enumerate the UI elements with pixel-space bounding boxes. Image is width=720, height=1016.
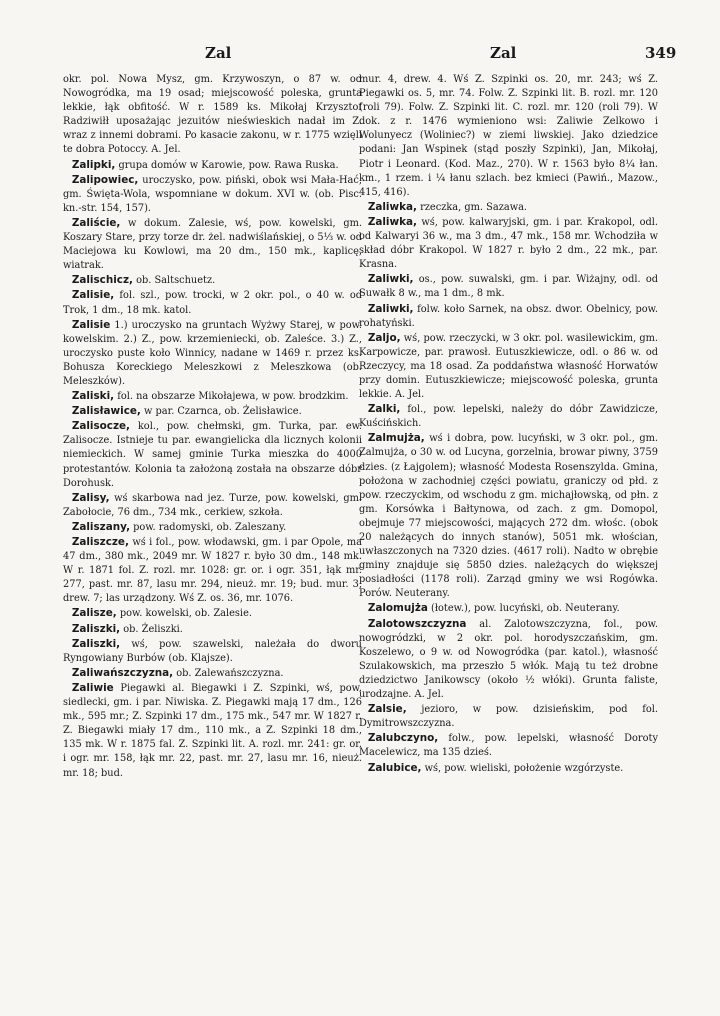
entry-headword: Zaliwki, [367, 273, 414, 286]
dictionary-entry [359, 431, 658, 601]
entry-text: grupa domów w Karowie, pow. Rawa Ruska. [115, 159, 339, 171]
entry-text: wś i fol., pow. włodawski, gm. i par Opole, ma 47 dm., 380 mk., 2049 mr. W 1827 r. było 30 dm., 148 mk. W r. 1871 fol. Z. rozl. mr. 1028: gr. or. i ogr. 351, łąk mr. 277, past. mr. 87, lasu mr. 294, nieuż. mr. 19; bud. mur. 3, drew. 7; las urządzony. Wś Z. os. 36, mr. 1076. [63, 537, 362, 605]
entry-headword: Zalotowszczyzna [367, 617, 467, 630]
entry-text: 1.) uroczysko na gruntach Wyżwy Starej, w pow. kowelskim. 2.) Z., pow. krzemieniecki, ob. Zaleśce. 3.) Z., uroczysko puste koło Winnicy, nadane w 1469 r. przez ks. Bohusza Koreckiego Meleszkowi z Meleszkowa (ob. Meleszków). [63, 319, 362, 387]
dictionary-entry [359, 200, 658, 215]
entry-headword: Zalisy, [71, 491, 110, 504]
entry-text: pow. kowelski, ob. Zalesie. [116, 608, 252, 620]
entry-text: folw. koło Sarnek, na obsz. dwor. Obelnicy, pow. rohatyński. [359, 303, 658, 329]
dictionary-entry [359, 617, 658, 703]
entry-text: rzeczka, gm. Sazawa. [416, 201, 528, 213]
entry-text: uroczysko, pow. piński, obok wsi Mała-Hać, gm. Święta-Wola, wspomniane w dokum. XVI w. (ob. Pisc. kn.-str. 154, 157). [63, 174, 362, 214]
entry-text: ob. Żeliszki. [120, 623, 183, 635]
dictionary-entry [63, 491, 362, 520]
dictionary-entry [359, 761, 658, 776]
running-head-left: Zal [205, 44, 232, 62]
entry-headword: Zaliszcze, [71, 536, 129, 548]
entry-text: al. Zalotowszczyzna, fol., pow. nowogródzki, w 2 okr. pol. horodyszczańskim, gm. Koszelewo, o 9 w. od Nowogródka (par. katol.), własność Szulakowskich, ma przeszło 5 włók. Mają tu też drobne dziedzictwo Janikowscy (około ½ włóki). Grunta faliste, urodzajne. A. Jel. [359, 618, 658, 701]
entry-text: wś, pow. wieliski, położenie wzgórzyste. [421, 762, 624, 774]
entry-headword: Zalipowiec, [71, 173, 139, 186]
entry-text: wś i dobra, pow. lucyński, w 3 okr. pol., gm. Zalmujża, o 30 w. od Lucyna, gorzelnia, browar piwny, 3759 dzies. (z Łajgolem); własność Modesta Rosenszylda. Gmina, położona w zachodniej części powiatu, graniczy od płd. z pow. rzeczyckim, od wschodu z gm. michajłowską, od płn. z gm. Korsówka i Bałtynowa, od zach. z gm. Domopol, obejmuje 77 miejscowości, mających 272 dm. włośc. (obok 20 należących do innych stanów), 5051 mk. włościan, uwłaszczonych na 7320 dzies. (4617 roli). Nadto w obrębie gminy znajduje się 5850 dzies. należących do większej posiadłości (1178 roli). Zarząd gminy we wsi Rogówka. Porów. Neuterany. [359, 433, 658, 600]
dictionary-entry [359, 402, 658, 431]
left-column [63, 73, 362, 781]
entry-headword: Zaliście, [71, 216, 121, 229]
entry-headword: Zalisie, [71, 289, 115, 302]
entry-headword: Zalki, [367, 403, 401, 416]
entry-headword: Zalischicz, [71, 274, 133, 287]
entry-text: Piegawki al. Biegawki i Z. Szpinki, wś, pow. siedlecki, gm. i par. Niwiska. Z. Piegawki mają 17 dm., 126 mk., 595 mr.; Z. Szpinki 17 dm., 175 mk., 547 mr. W 1827 r. Z. Biegawki miały 17 dm., 110 mk., a Z. Szpinki 18 dm., 135 mk. W r. 1875 fal. Z. Szpinki lit. A. rozl. mr. 241: gr. or. i ogr. mr. 158, łąk mr. 22, past. mr. 27, lasu mr. 16, nieuż. mr. 18; bud. [63, 682, 362, 779]
entry-headword: Zalomujża [367, 602, 428, 615]
dictionary-entry [63, 606, 362, 621]
entry-headword: Zalisie [71, 318, 111, 331]
entry-text: wś skarbowa nad jez. Turze, pow. kowelski, gm. Zabołocie, 76 dm., 734 mk., cerkiew, szkoła. [63, 492, 362, 518]
dictionary-entry [359, 702, 658, 731]
running-head-right: Zal [490, 44, 517, 62]
entry-text: jezioro, w pow. dzisieńskim, pod fol. Dymitrowszczyzna. [359, 704, 658, 730]
dictionary-entry [63, 73, 362, 158]
dictionary-entry [63, 419, 362, 490]
entry-text: pow. radomyski, ob. Zaleszany. [130, 521, 287, 533]
entry-text: wś, pow. kalwaryjski, gm. i par. Krakopol, odl. od Kalwaryi 36 w., ma 3 dm., 47 mk., 158 mr. Wchodziła w skład dóbr Krakopol. W 1827 r. było 2 dm., 22 mk., par. Krasna. [359, 216, 658, 271]
dictionary-entry [63, 666, 362, 681]
entry-text: okr. pol. Nowa Mysz, gm. Krzywoszyn, o 87 w. od Nowogródka, ma 19 osad; miejscowość poleska, grunta lekkie, łąk obfitość. W r. 1589 ks. Mikołaj Krzysztof Radziwiłł uposażając jezuitów nieświeskich nadał im Z. wraz z innemi dobrami. Po kasacie zakonu, w r. 1775 wzięli te dobra Potoccy. A. Jel. [63, 74, 362, 156]
entry-headword: Zaliwańszczyzna, [71, 666, 174, 679]
entry-text: ob. Zalewańszczyzna. [173, 667, 284, 679]
entry-text: fol. na obszarze Mikołajewa, w pow. brodzkim. [114, 391, 349, 403]
entry-text: (łotew.), pow. lucyński, ob. Neuterany. [427, 603, 620, 615]
dictionary-entry [359, 331, 658, 402]
entry-text: kol., pow. chełmski, gm. Turka, par. ew. Zalisocze. Istnieje tu par. ewangielicka dla licznych kolonii niemieckich. W samej gminie Turka mieszka do 4000 protestantów. Kolonia ta założoną została na obszarze dóbr Dorohusk. [63, 421, 362, 489]
entry-headword: Zaliwki, [367, 302, 414, 315]
entry-text: fol. szl., pow. trocki, w 2 okr. pol., o 40 w. od Trok, 1 dm., 18 mk. katol. [63, 290, 362, 316]
entry-text: folw., pow. lepelski, własność Doroty Macelewicz, ma 135 dzieś. [359, 733, 658, 759]
dictionary-entry [63, 622, 362, 637]
entry-headword: Zalipki, [71, 158, 116, 171]
dictionary-entry [63, 173, 362, 216]
entry-text: fol., pow. lepelski, należy do dóbr Zawidzicze, Kuścińskich. [359, 404, 658, 430]
entry-headword: Zalisze, [71, 607, 117, 620]
dictionary-entry [63, 389, 362, 404]
entry-headword: Zaliwka, [367, 215, 417, 228]
dictionary-entry [63, 158, 362, 173]
entry-headword: Zalisocze, [71, 420, 131, 433]
entry-text: w par. Czarnca, ob. Żelisławice. [140, 406, 302, 418]
page-header [0, 44, 720, 66]
entry-text: wś, pow. rzeczycki, w 3 okr. pol. wasilewickim, gm. Karpowicze, par. prawosł. Eutuszkiewicze, odl. o 86 w. od Rzeczycy, ma 18 osad. Za poddaństwa własność Horwatów przy domin. Eutuszkiewicze; miejscowość poleska, grunta lekkie. A. Jel. [359, 332, 658, 401]
entry-headword: Zalubice, [367, 761, 422, 774]
dictionary-entry [63, 535, 362, 606]
entry-headword: Zaliski, [71, 390, 115, 403]
entry-text: ob. Saltschuetz. [132, 275, 216, 287]
entry-headword: Zaliwie [71, 681, 114, 694]
dictionary-entry [63, 681, 362, 781]
dictionary-entry [359, 302, 658, 331]
entry-headword: Zalisławice, [71, 405, 141, 418]
entry-headword: Zaljo, [367, 331, 401, 344]
dictionary-entry [359, 73, 658, 200]
dictionary-entry [63, 520, 362, 535]
entry-text: os., pow. suwalski, gm. i par. Wiżajny, odl. od Suwałk 8 w., ma 1 dm., 8 mk. [359, 274, 658, 300]
right-column [359, 73, 658, 776]
entry-headword: Zaliszki, [71, 622, 121, 635]
dictionary-entry [359, 601, 658, 616]
dictionary-entry [63, 273, 362, 288]
entry-headword: Zalmujża, [367, 432, 425, 445]
page-number: 349 [645, 44, 677, 62]
dictionary-entry [63, 637, 362, 666]
dictionary-entry [63, 216, 362, 273]
entry-headword: Zaliszany, [71, 520, 131, 533]
entry-text: mur. 4, drew. 4. Wś Z. Szpinki os. 20, mr. 243; wś Z. Piegawki os. 5, mr. 74. Folw. Z. Szpinki lit. B. rozl. mr. 120 (roli 79). Folw. Z. Szpinki lit. C. rozl. mr. 120 (roli 79). W dok. z r. 1476 wymieniono wsi: Zaliwie Zelkowo i Wolunyecz (Woliniec?) w ziemi liwskiej. Jako dziedzice podani: Jan Wspinek (stąd poszły Szpinki), Jan, Mikołaj, Piotr i Leonard. (Kod. Maz., 270). W r. 1563 było 8¼ łan. km., 1 rzem. i ¼ łanu szlach. bez kmieci (Pawiń., Mazow., 415, 416). [359, 74, 658, 198]
entry-text: w dokum. Zalesie, wś, pow. kowelski, gm. Koszary Stare, przy torze dr. żel. nadwiślańskiej, o 5⅓ w. od Maciejowa ku Kowlowi, ma 20 dm., 150 mk., kaplicę, wiatrak. [63, 217, 362, 272]
dictionary-entry [359, 731, 658, 760]
dictionary-entry [359, 215, 658, 272]
dictionary-entry [63, 288, 362, 317]
entry-headword: Zaliszki, [71, 637, 121, 650]
entry-headword: Zalsie, [367, 703, 407, 716]
dictionary-entry [63, 404, 362, 419]
dictionary-entry [359, 272, 658, 301]
entry-headword: Zalubczyno, [367, 732, 439, 745]
entry-text: wś, pow. szawelski, należała do dworu Ryngowiany Burbów (ob. Klajsze). [63, 638, 362, 664]
dictionary-entry [63, 318, 362, 389]
entry-headword: Zaliwka, [367, 200, 417, 213]
